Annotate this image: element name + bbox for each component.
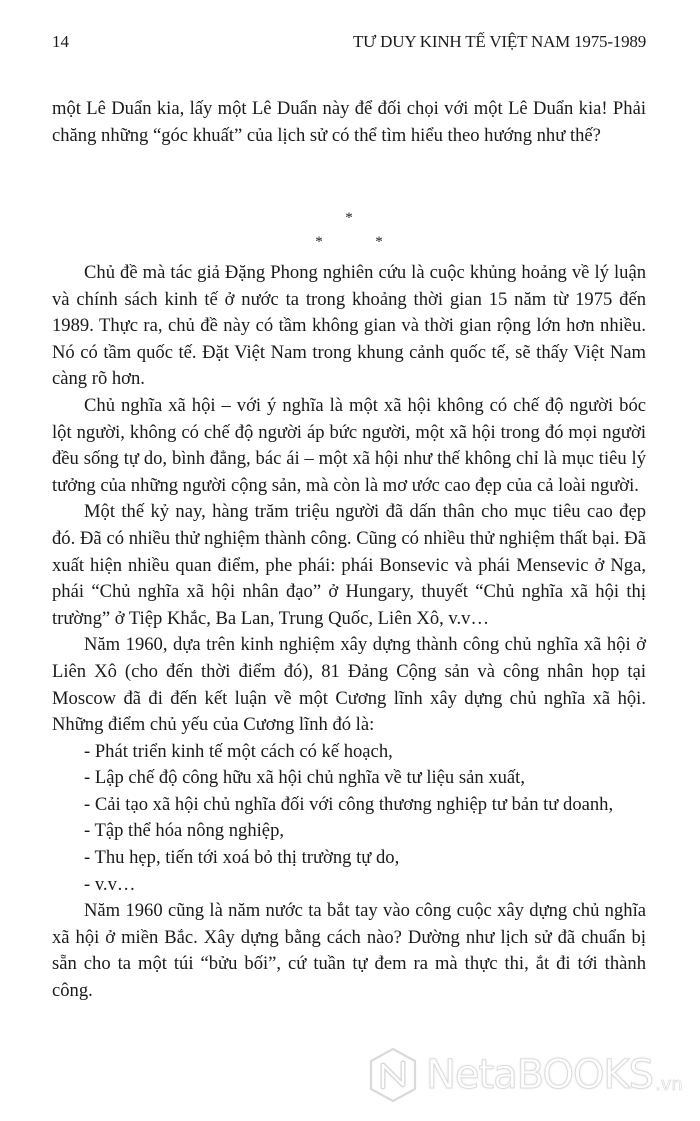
paragraph: Chủ đề mà tác giả Đặng Phong nghiên cứu là cuộc khủng hoảng về lý luận và chính sách kinh tế ở nước ta trong khoảng thời gian 15 năm từ 1975 đến 1989. Thực ra, chủ đề này có tầm không gian và thời gian rộng lớn hơn nhiều. Nó có tầm quốc tế. Đặt Việt Nam trong khung cảnh quốc tế, sẽ thấy Việt Nam càng rõ hơn.: [52, 262, 646, 390]
paragraph: Một thế kỷ nay, hàng trăm triệu người đã dấn thân cho mục tiêu cao đẹp đó. Đã có nhiều thử nghiệm thành công. Cũng có nhiều thử nghiệm thất bại. Đã xuất hiện nhiều quan điểm, phe phái: phái Bonsevic và phái Mensevic ở Nga, phái “Chủ nghĩa xã hội nhân đạo” ở Hungary, thuyết “Chủ nghĩa xã hội thị trường” ở Tiệp Khắc, Ba Lan, Trung Quốc, Liên Xô, v.v…: [52, 501, 646, 629]
opening-text: [52, 96, 646, 149]
running-header: [52, 30, 646, 54]
paragraph: Năm 1960, dựa trên kinh nghiệm xây dựng thành công chủ nghĩa xã hội ở Liên Xô (cho đến thời điểm đó), 81 Đảng Cộng sản và công nhân họp tại Moscow đã đi đến kết luận về một Cương lĩnh xây dựng chủ nghĩa xã hội. Những điểm chủ yếu của Cương lĩnh đó là:: [52, 634, 646, 736]
list-item: - Lập chế độ công hữu xã hội chủ nghĩa về tư liệu sản xuất,: [84, 767, 525, 789]
separator-asterisk: *: [315, 234, 323, 250]
page-number: 14: [52, 32, 69, 51]
main-text: [52, 260, 646, 1005]
separator-asterisk: *: [345, 210, 353, 226]
opening-paragraph: một Lê Duẩn kia, lấy một Lê Duẩn này để đối chọi với một Lê Duẩn kia! Phải chăng những “góc khuất” của lịch sử có thể tìm hiểu theo hướng như thế?: [52, 98, 646, 146]
watermark: [368, 1043, 683, 1107]
paragraph: Chủ nghĩa xã hội – với ý nghĩa là một xã hội không có chế độ người bóc lột người, không có chế độ người áp bức người, một xã hội trong đó mọi người đều sống tự do, bình đẳng, bác ái – một xã hội như thế không chỉ là mục tiêu lý tưởng của những người cộng sản, mà còn là mơ ước cao đẹp của cả loài người.: [52, 394, 646, 496]
netabooks-hexagon-logo-icon: [368, 1047, 418, 1103]
closing-paragraph: Năm 1960 cũng là năm nước ta bắt tay vào công cuộc xây dựng chủ nghĩa xã hội ở miền Bắc. Xây dựng bằng cách nào? Dường như lịch sử đã chuẩn bị sẵn cho ta một túi “bửu bối”, cứ tuần tự đem ra mà thực thi, ắt đi tới thành công.: [52, 900, 646, 1002]
list-item: - Phát triển kinh tế một cách có kế hoạch,: [84, 740, 393, 762]
watermark-tld: .vn: [655, 1074, 683, 1095]
list-item: - v.v…: [84, 873, 136, 895]
program-points-list: [52, 739, 646, 899]
separator-asterisk: *: [375, 234, 383, 250]
watermark-brand: NetaBOOKS: [426, 1052, 654, 1098]
list-item: - Cải tạo xã hội chủ nghĩa đối với công thương nghiệp tư bản tư doanh,: [84, 793, 614, 815]
book-title: TƯ DUY KINH TẾ VIỆT NAM 1975-1989: [352, 32, 646, 51]
list-item: - Thu hẹp, tiến tới xoá bỏ thị trường tự do,: [84, 847, 400, 869]
list-item: - Tập thể hóa nông nghiệp,: [84, 820, 285, 842]
